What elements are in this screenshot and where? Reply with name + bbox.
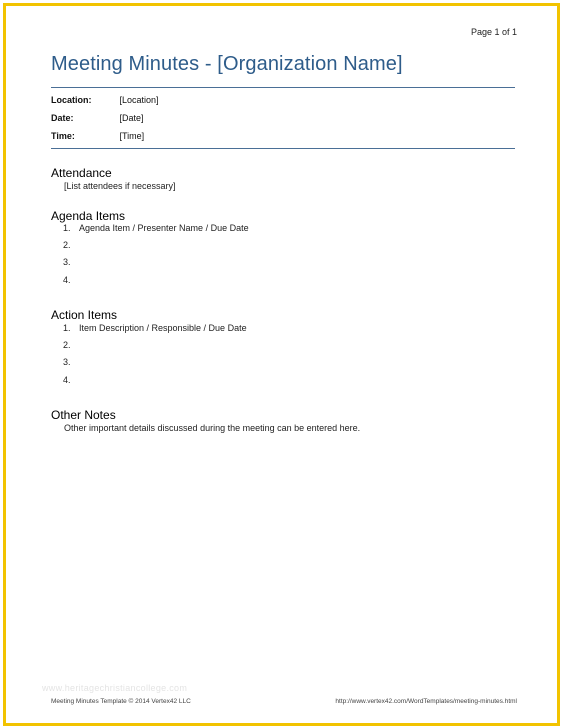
- meta-time-label: Time:: [51, 131, 75, 141]
- action-items-heading: Action Items: [51, 308, 118, 322]
- document-page: [3, 3, 560, 726]
- list-item: 2.: [63, 240, 71, 250]
- watermark: www.heritagechristiancollege.com: [42, 683, 188, 693]
- list-item: 4.: [63, 375, 71, 385]
- meta-location-value: [Location]: [119, 95, 159, 105]
- meta-time-row: [51, 131, 144, 141]
- footer-url: http://www.vertex42.com/WordTemplates/meeting-minutes.html: [335, 698, 517, 705]
- meta-location-row: [51, 95, 159, 105]
- footer-copyright: Meeting Minutes Template © 2014 Vertex42 LLC: [51, 698, 191, 705]
- list-item: 3.: [63, 357, 71, 367]
- title-divider: [51, 87, 515, 88]
- agenda-heading: Agenda Items: [51, 209, 126, 223]
- list-item: 4.: [63, 275, 71, 285]
- meta-divider: [51, 148, 515, 149]
- other-notes-body: Other important details discussed during the meeting can be entered here.: [64, 423, 361, 433]
- attendance-body: [List attendees if necessary]: [64, 181, 176, 191]
- list-item: 1. Agenda Item / Presenter Name / Due Date: [63, 223, 249, 233]
- other-notes-heading: Other Notes: [51, 408, 116, 422]
- meta-date-row: [51, 113, 144, 123]
- meta-date-label: Date:: [51, 113, 74, 123]
- page-indicator: Page 1 of 1: [470, 27, 517, 37]
- meta-location-label: Location:: [51, 95, 92, 105]
- attendance-heading: Attendance: [51, 166, 112, 180]
- list-item: 2.: [63, 340, 71, 350]
- list-item: 3.: [63, 257, 71, 267]
- meta-time-value: [Time]: [119, 131, 145, 141]
- list-item: 1. Item Description / Responsible / Due Date: [63, 323, 247, 333]
- meta-date-value: [Date]: [119, 113, 144, 123]
- document-title: Meeting Minutes - [Organization Name]: [51, 53, 403, 75]
